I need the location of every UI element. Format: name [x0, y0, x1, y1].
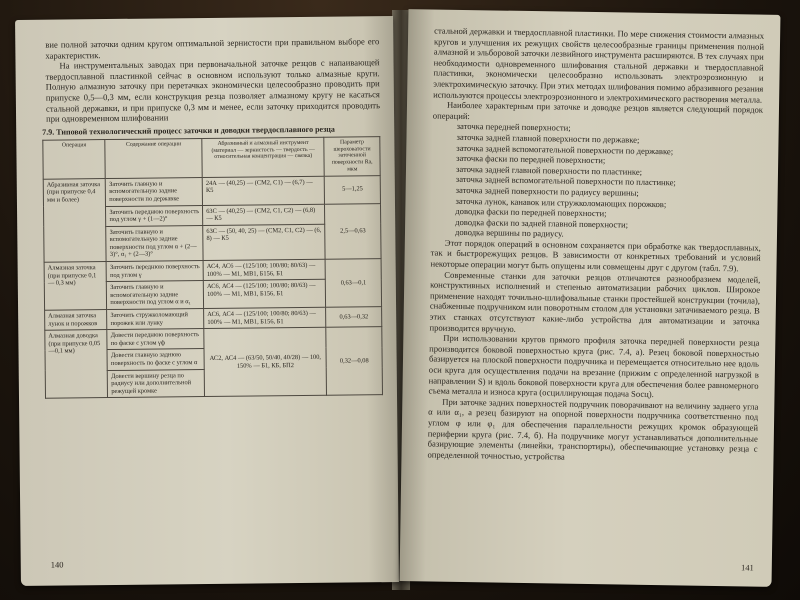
table-cell-tool: 63С — (40,25) — (СМ2, С1, С2) — (6,8) — К5: [203, 204, 325, 225]
table-cell-ra: 0,63—0,1: [325, 259, 381, 308]
table-cell-content: Заточить главную и вспомогательную задние поверхности под углом α и α₁: [107, 281, 204, 310]
right-paragraph: Современные станки для заточки резцов отличаются разнообразием моделей, конструктивных исполнений и степенью автоматизации рабочих циклов. Широкое применение находят точильно-шлифовальные станки простейшей конструкции (точила), снабженные подручником или поворотным столом для установки затачиваемого резца. В этих станках отсутствуют какие-либо устройства для автоматизации и заточка производится вручную.: [429, 269, 761, 334]
table-cell-operation: Алмазная заточка (при припуске 0,1 — 0,3 мм): [44, 262, 107, 311]
table-cell-tool: АС6, АС4 — (125/100; 100/80; 80/63) — 100% — М1, МВ1, Б156, Б1: [204, 307, 326, 328]
right-page: [400, 9, 781, 587]
left-page: [15, 16, 399, 586]
table-cell-content: Довести вершину резца по радиусу или дополнительной режущей кромке: [108, 369, 205, 398]
table-cell-content: Довести переднюю поверхность по фаске с углом γф: [107, 329, 204, 350]
table-header-row: [43, 136, 380, 179]
table-header: Операция: [43, 139, 106, 179]
operation-list-item: доводка фаски по задней главной поверхности;: [455, 216, 629, 230]
table-cell-content: Заточить стружколомающий порожек или лунку: [107, 309, 204, 330]
operation-list-item: заточка задней главной поверхности по пластинке;: [455, 163, 643, 177]
right-paragraph: Этот порядок операций в основном сохраняется при обработке как твердосплавных, так и быстрорежущих резцов. В зависимости от конкретных требований и условий некоторые операции могут быть опущены или совмещены друг с другом (табл. 7.9).: [430, 237, 761, 274]
table-cell-tool: АС4, АС6 — (125/100; 100/80; 80/63) — 100% — М1, МВ1, Б156, Б1: [203, 259, 325, 280]
table-cell-tool: АС2, АС4 — (63/50, 50/40, 40/28) — 100, 150% — Б1, КБ, БП2: [204, 327, 327, 396]
operation-list-item: заточка фаски по передней поверхности;: [456, 153, 606, 166]
process-table: [42, 136, 383, 399]
right-paragraph: При использовании кругов прямого профиля заточка передней поверхности резца производится боковой поверхностью круга (рис. 7.4, а). Резец боковой поверхностью базируется на плоской поверхности подручника и перемещается относительно нее вдоль оси круга для осуществления подачи на врезание (прижим с определенной нагрузкой в направлении S) и вдоль боковой поверхности круга для обеспечения более равномерного съема металла и износа круга (осциллирующая подача Sосц).: [428, 332, 760, 400]
left-paragraph: вие полной заточки одним кругом оптимальной зернистости при правильном выборе его характеристик.: [45, 36, 380, 61]
table-header: Абразивный и алмазный инструмент (материал — зернистость — твердость — относительная концентрация — связка): [202, 137, 325, 177]
table-cell-operation: Алмазная заточка лунок и порожков: [45, 310, 108, 331]
operation-list-item: заточка задней вспомогательной поверхности по пластинке;: [455, 174, 676, 188]
right-paragraph: При заточке задних поверхностей подручник поворачивают на величину заднего угла α или α₁, а резец базируют на опорной поверхности подручника соответственно под углом φ или φ₁ для обеспечения параллельности режущих кромок образующей периферии круга (рис. 7.4, б). На подручнике могут устанавливаться дополнительные базирующие элементы (линейки, транспортиры), обеспечивающие установку резца с определенной точностью, устройства: [427, 396, 759, 462]
table-cell-operation: Алмазная доводка (при припуске 0,05—0,1 мм): [45, 330, 108, 399]
table-caption: 7.9. Типовой технологический процесс заточки и доводки твердосплавного резца: [42, 124, 335, 137]
operation-list-item: заточка задней поверхности по радиусу вершины;: [455, 184, 639, 198]
operation-list-item: заточка задней вспомогательной поверхности по державке;: [456, 142, 674, 156]
table-cell-content: Заточить переднюю поверхность под углом γ: [106, 261, 203, 282]
table-body: [43, 175, 382, 398]
table-row: [45, 327, 382, 351]
table-row: [44, 259, 381, 283]
table-cell-content: Заточить переднюю поверхность под углом γ + (1—2)°: [106, 205, 203, 226]
operation-list-item: доводка вершины по радиусу.: [454, 227, 564, 239]
page-number: 140: [50, 559, 64, 570]
table-cell-content: Заточить главную и вспомогательную задние поверхности по державке: [106, 177, 203, 206]
table-row: [43, 175, 380, 206]
table-cell-tool: 63С — (50, 40, 25) — (СМ2, С1, С2) — (6, 8) — К5: [203, 224, 326, 261]
right-paragraph: Наиболее характерным при заточке и доводке резцов является следующий порядок операций:: [432, 99, 764, 121]
table-cell-content: Заточить главную и вспомогательную задние поверхности под углом α + (2—3)°, α₁ + (2—3)°: [106, 225, 203, 261]
table-cell-tool: АС6, АС4 — (125/100; 100/80; 80/63) — 100% — М1, МВ1, Б156, Б1: [203, 280, 325, 309]
right-paragraph: стальной державки и твердосплавной пластинки. По мере снижения стоимости алмазных кругов и улучшения их режущих свойств целесообразные границы применения полной алмазной и эльборовой заточки лезвийного инструмента расширяются. В тех случаях при необходимости одновременного шлифования стальной державки и твердосплавной пластинки, экономически целесообразно использовать электроэрозионную и электрохимическую заточку. При этих методах шлифования помимо абразивного резания используются процессы электроэрозионного и электрохимического растворения металла.: [433, 25, 765, 105]
right-page-text: [401, 25, 780, 465]
table-cell-content: Довести главную заднюю поверхность по фаске с углом α: [107, 349, 204, 370]
operation-list-item: доводка фаски по передней поверхности;: [455, 205, 607, 219]
table-cell-ra: 5—1,25: [324, 175, 380, 203]
left-page-text: [15, 36, 397, 399]
page-number: 141: [740, 562, 754, 573]
operation-list-item: заточка задней главной поверхности по державке;: [456, 131, 640, 145]
table-cell-tool: 24А — (40,25) — (СМ2, С1) — (6,7) — К5: [202, 176, 324, 205]
table-cell-operation: Абразивная заточка (при припуске 0,4 мм и более): [43, 178, 106, 262]
operation-list-item: заточка лунок, канавок или стружколомающих порожков;: [455, 195, 667, 209]
left-paragraph: На инструментальных заводах при первоначальной заточке резцов с напаивающей твердосплавной пластинкой сейчас в основном используют только алмазные круги. Полную алмазную заточку при перетачках экономически целесообразно проводить при припуске 0,5—0,3 мм, если конструкция резца позволяет алмазному кругу не касаться стальной державки, и при припуске 0,3 мм и менее, если заточку приходится проводить при одновременном шлифовании: [45, 57, 381, 124]
table-header: Параметр шероховатости заточенной поверхности Ra, мкм: [324, 136, 380, 176]
table-cell-ra: 2,5—0,63: [325, 203, 381, 259]
table-cell-ra: 0,32—0,08: [326, 327, 382, 396]
table-cell-ra: 0,63—0,32: [326, 307, 382, 328]
table-header: Содержание операции: [105, 138, 202, 178]
operation-list-item: заточка передней поверхности;: [456, 121, 571, 134]
operations-list: [405, 120, 779, 242]
